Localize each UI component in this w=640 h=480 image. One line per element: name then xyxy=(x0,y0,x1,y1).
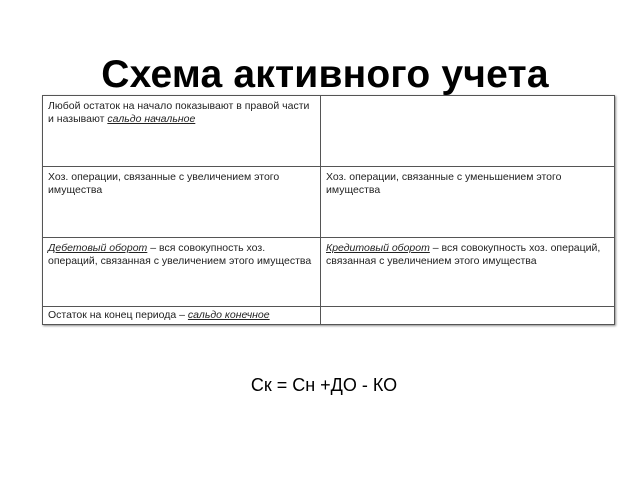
cell-decrease-operations xyxy=(321,167,615,238)
table-row-closing-balance xyxy=(43,307,615,325)
cell-text: Любой остаток на начало показывают в правой части и называют xyxy=(48,100,310,125)
cell-opening-balance-left xyxy=(43,96,321,167)
term-opening-balance: сальдо начальное xyxy=(107,113,196,125)
cell-closing-balance-left xyxy=(43,307,321,325)
cell-text: Хоз. операции, связанные с уменьшением этого имущества xyxy=(326,171,562,196)
cell-text: Хоз. операции, связанные с увеличением этого имущества xyxy=(48,171,280,196)
cell-closing-balance-right xyxy=(321,307,615,325)
balance-formula: Ск = Сн +ДО - КО xyxy=(250,375,398,395)
term-debit-turnover: Дебетовый оборот xyxy=(48,242,148,254)
cell-credit-turnover xyxy=(321,238,615,307)
table-row-turnover xyxy=(43,238,615,307)
term-credit-turnover: Кредитовый оборот xyxy=(326,242,430,254)
cell-text: Остаток на конец периода – xyxy=(48,309,188,321)
cell-opening-balance-right xyxy=(321,96,615,167)
cell-debit-turnover xyxy=(43,238,321,307)
slide-title: Схема активного учета xyxy=(101,53,549,96)
table-row-opening-balance xyxy=(43,96,615,167)
term-closing-balance: сальдо конечное xyxy=(187,309,270,321)
cell-increase-operations xyxy=(43,167,321,238)
cell-text-after: – вся совокупность хоз. операций, связанная с увеличением этого имущества xyxy=(48,242,312,267)
table-row-operations xyxy=(43,167,615,238)
cell-text-after: – вся совокупность хоз. операций, связанная с увеличением этого имущества xyxy=(326,242,601,267)
active-accounting-schema-table xyxy=(42,95,615,325)
